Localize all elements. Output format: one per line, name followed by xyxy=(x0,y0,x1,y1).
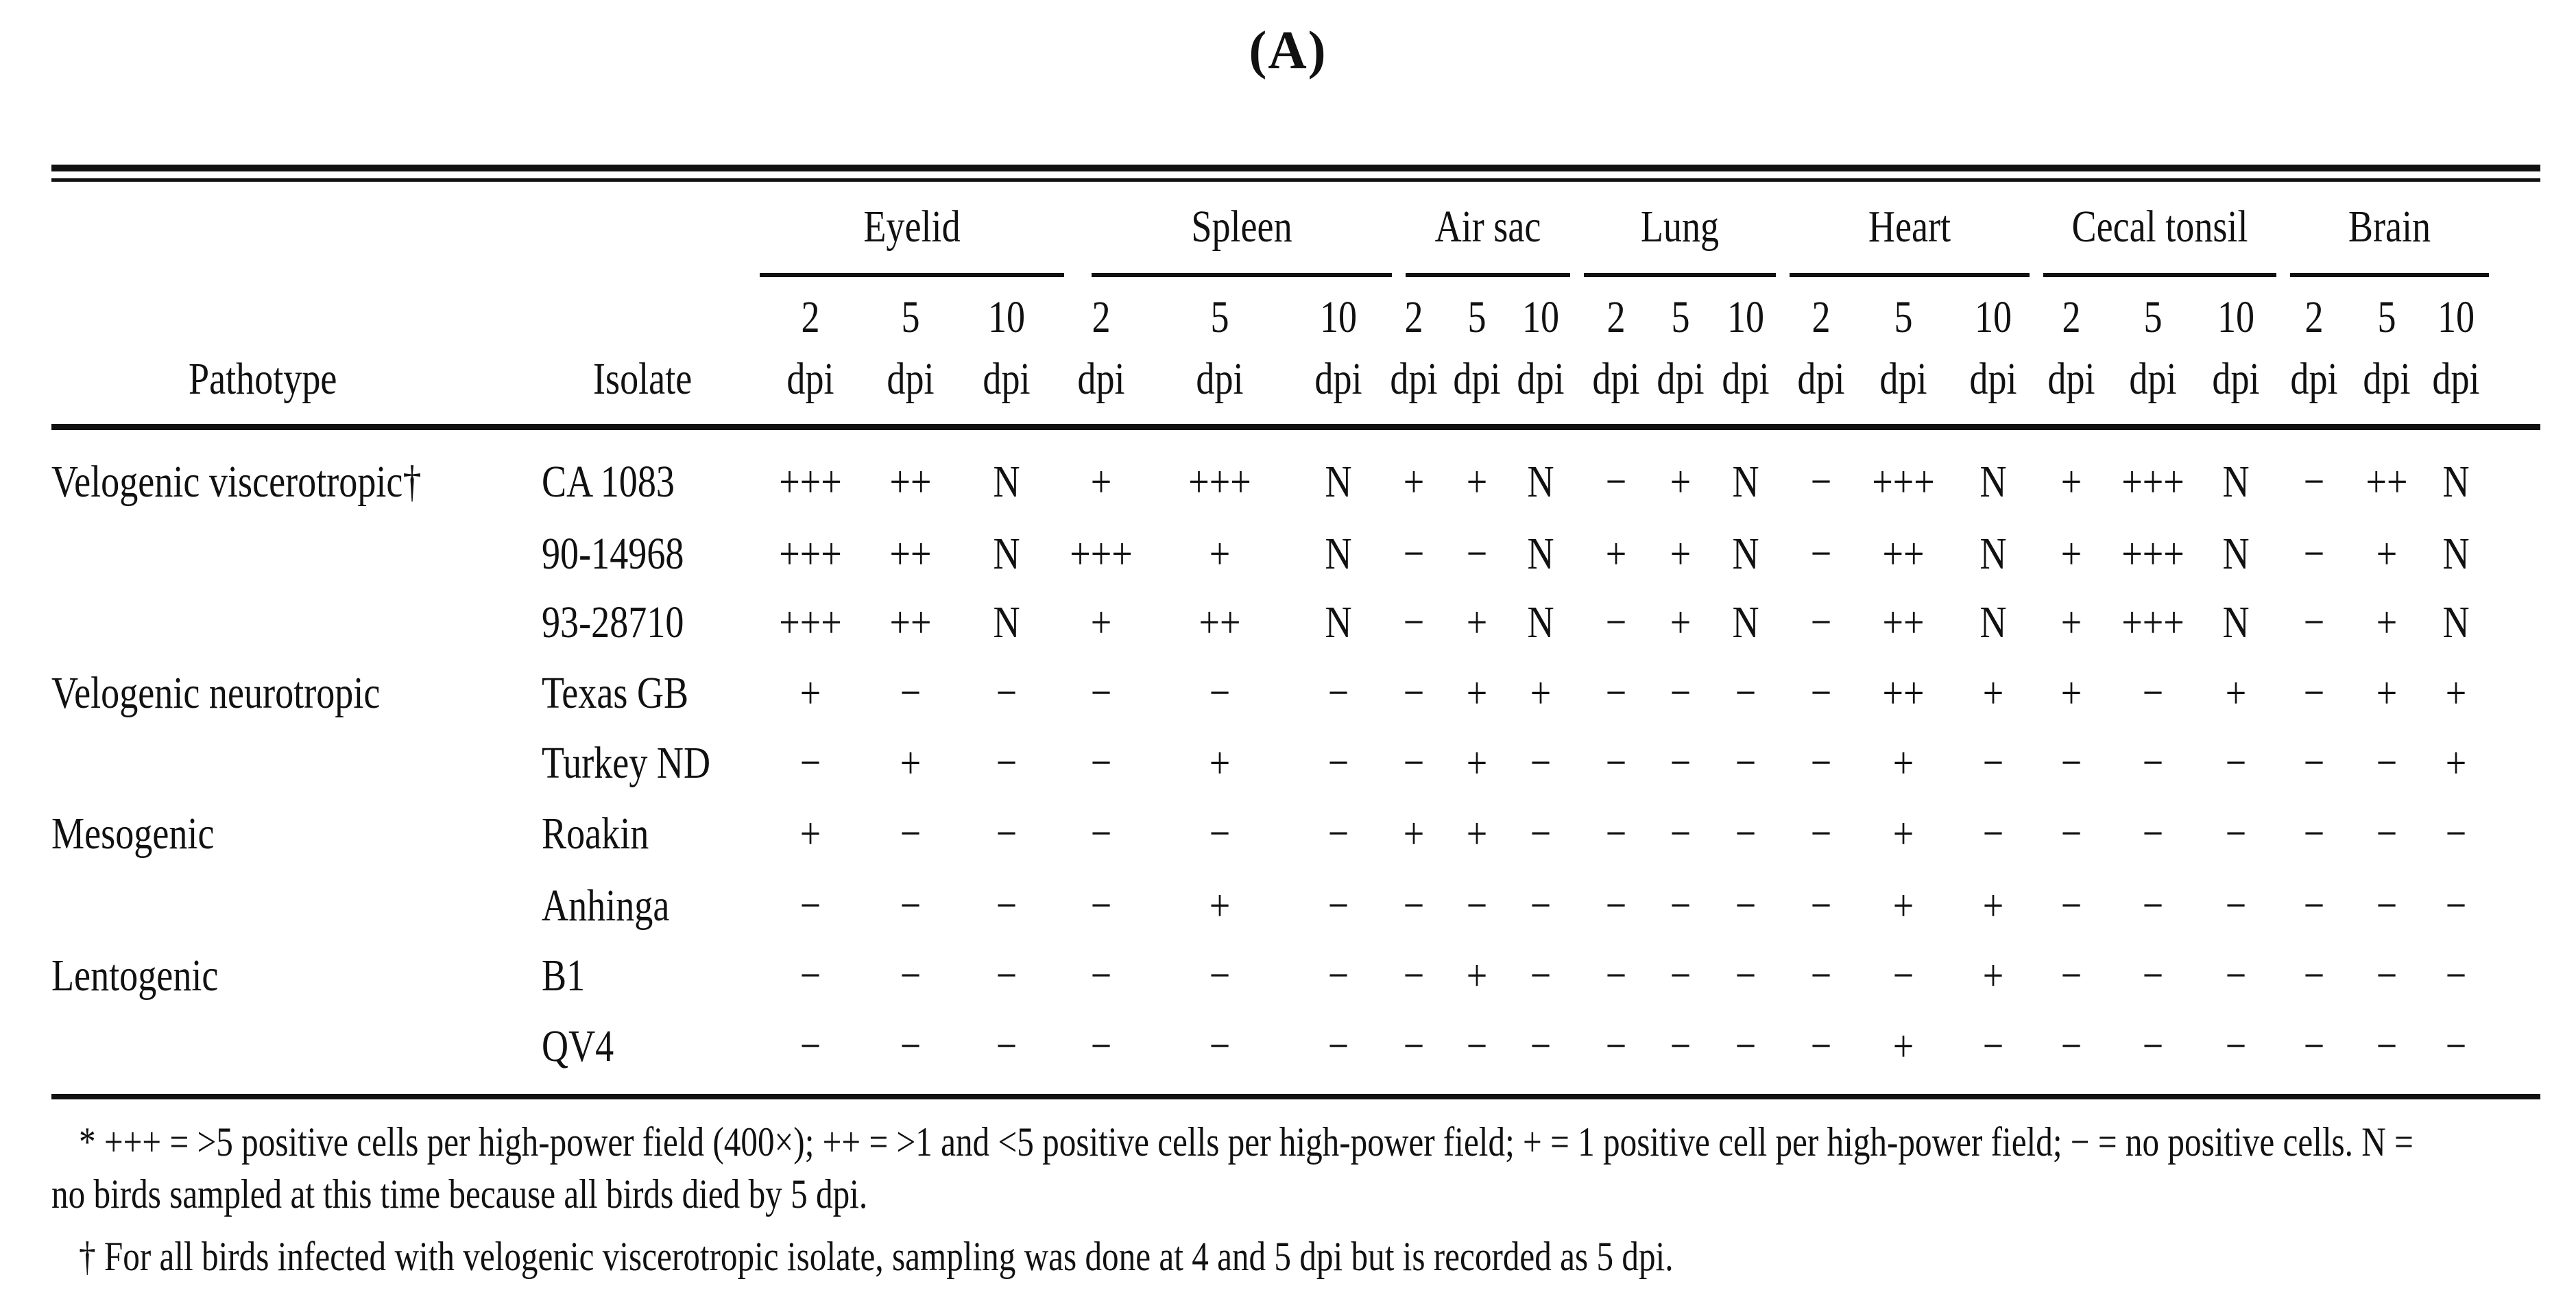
day-header: 10 xyxy=(1726,292,1765,342)
table-cell: − xyxy=(1327,809,1349,859)
day-header: 2 xyxy=(801,292,820,342)
group-header-cecal-tonsil: Cecal tonsil xyxy=(2071,202,2248,252)
table-cell: +++ xyxy=(2121,597,2184,647)
pathotype-label: Mesogenic xyxy=(51,809,215,859)
day-header: 5 xyxy=(1671,292,1690,342)
table-cell: − xyxy=(1466,1021,1488,1071)
table-cell: N xyxy=(2222,457,2250,507)
table-cell: + xyxy=(1892,881,1914,931)
footnote: † For all birds infected with velogenic viscerotropic isolate, sampling was done at 4 and 5 dpi but is recorded as 5 dpi. xyxy=(79,1234,1674,1279)
table-cell: − xyxy=(1735,668,1757,718)
isolate-name: Anhinga xyxy=(542,881,670,931)
table-cell: − xyxy=(1982,738,2004,788)
table-cell: + xyxy=(1892,1021,1914,1071)
table-cell: N xyxy=(993,529,1020,579)
table-cell: − xyxy=(1403,738,1425,788)
dpi-header: dpi xyxy=(2363,354,2411,404)
table-cell: − xyxy=(900,951,922,1001)
day-header: 5 xyxy=(1467,292,1486,342)
table-cell: + xyxy=(1982,881,2004,931)
results-table xyxy=(51,0,2540,1312)
day-header: 10 xyxy=(2437,292,2475,342)
table-cell: + xyxy=(1090,597,1112,647)
table-cell: +++ xyxy=(1872,457,1935,507)
dpi-header: dpi xyxy=(1797,354,1845,404)
day-header: 10 xyxy=(2217,292,2255,342)
dpi-header: dpi xyxy=(1453,354,1501,404)
dpi-header: dpi xyxy=(1969,354,2017,404)
table-cell: − xyxy=(2225,881,2247,931)
day-header: 5 xyxy=(1894,292,1913,342)
table-cell: − xyxy=(2303,1021,2325,1071)
group-header-spleen: Spleen xyxy=(1191,202,1292,252)
table-cell: + xyxy=(2376,597,2398,647)
table-cell: + xyxy=(2445,668,2467,718)
table-cell: + xyxy=(1892,738,1914,788)
table-cell: − xyxy=(2060,881,2082,931)
table-cell: − xyxy=(996,668,1018,718)
table-cell: N xyxy=(1325,597,1352,647)
pathotype-label: Lentogenic xyxy=(51,951,219,1001)
day-header: 5 xyxy=(2143,292,2163,342)
table-cell: N xyxy=(1325,529,1352,579)
table-cell: − xyxy=(996,881,1018,931)
table-cell: N xyxy=(1732,457,1759,507)
table-cell: N xyxy=(2442,457,2470,507)
table-cell: − xyxy=(2060,1021,2082,1071)
table-cell: N xyxy=(1732,597,1759,647)
table-cell: − xyxy=(2142,738,2164,788)
table-cell: − xyxy=(2060,738,2082,788)
dpi-header: dpi xyxy=(2290,354,2338,404)
table-cell: N xyxy=(1325,457,1352,507)
table-cell: − xyxy=(1209,1021,1231,1071)
group-underline xyxy=(1406,273,1570,277)
table-cell: + xyxy=(1670,597,1692,647)
table-cell: + xyxy=(1530,668,1552,718)
table-cell: − xyxy=(1530,809,1552,859)
table-cell: − xyxy=(1327,738,1349,788)
table-cell: − xyxy=(1810,529,1832,579)
table-cell: + xyxy=(2060,668,2082,718)
table-cell: N xyxy=(993,457,1020,507)
table-cell: − xyxy=(1670,738,1692,788)
table-cell: + xyxy=(1466,597,1488,647)
table-cell: +++ xyxy=(779,529,842,579)
table-cell: − xyxy=(2225,1021,2247,1071)
table-cell: + xyxy=(1403,457,1425,507)
table-cell: ++ xyxy=(1882,597,1925,647)
table-cell: + xyxy=(2376,668,2398,718)
table-cell: + xyxy=(1403,809,1425,859)
table-cell: − xyxy=(1735,738,1757,788)
table-cell: − xyxy=(1810,738,1832,788)
table-cell: − xyxy=(1810,951,1832,1001)
dpi-header: dpi xyxy=(1314,354,1362,404)
table-cell: − xyxy=(1605,809,1627,859)
table-cell: − xyxy=(1403,597,1425,647)
table-cell: + xyxy=(1670,529,1692,579)
table-cell: − xyxy=(1090,951,1112,1001)
table-cell: − xyxy=(2303,951,2325,1001)
group-underline xyxy=(760,273,1064,277)
group-underline xyxy=(2043,273,2276,277)
table-cell: − xyxy=(799,951,821,1001)
table-cell: − xyxy=(900,668,922,718)
table-cell: − xyxy=(1090,738,1112,788)
table-cell: − xyxy=(1530,738,1552,788)
dpi-header: dpi xyxy=(2047,354,2095,404)
dpi-header: dpi xyxy=(1657,354,1705,404)
table-cell: − xyxy=(1530,1021,1552,1071)
group-header-eyelid: Eyelid xyxy=(863,202,961,252)
table-cell: − xyxy=(2303,457,2325,507)
table-cell: + xyxy=(1466,951,1488,1001)
footnote: no birds sampled at this time because all birds died by 5 dpi. xyxy=(51,1171,868,1217)
table-cell: − xyxy=(1892,951,1914,1001)
table-cell: N xyxy=(993,597,1020,647)
table-cell: − xyxy=(2060,809,2082,859)
day-header: 5 xyxy=(1210,292,1229,342)
table-cell: + xyxy=(2060,457,2082,507)
table-cell: ++ xyxy=(1882,668,1925,718)
dpi-header: dpi xyxy=(983,354,1031,404)
dpi-header: dpi xyxy=(1592,354,1640,404)
table-cell: − xyxy=(1735,951,1757,1001)
table-cell: N xyxy=(1979,457,2007,507)
table-cell: − xyxy=(2142,809,2164,859)
table-cell: − xyxy=(1810,457,1832,507)
table-cell: − xyxy=(2225,738,2247,788)
isolate-name: CA 1083 xyxy=(542,457,675,507)
table-cell: − xyxy=(1327,951,1349,1001)
dpi-header: dpi xyxy=(1077,354,1125,404)
table-cell: − xyxy=(1209,951,1231,1001)
table-cell: + xyxy=(799,809,821,859)
table-cell: − xyxy=(1403,668,1425,718)
table-cell: + xyxy=(1982,951,2004,1001)
table-cell: N xyxy=(1732,529,1759,579)
table-cell: − xyxy=(1670,1021,1692,1071)
day-header: 10 xyxy=(987,292,1026,342)
table-cell: − xyxy=(1090,1021,1112,1071)
table-cell: − xyxy=(1670,881,1692,931)
table-cell: − xyxy=(1327,881,1349,931)
table-cell: − xyxy=(2445,1021,2467,1071)
table-cell: + xyxy=(1466,668,1488,718)
table-cell: − xyxy=(1466,529,1488,579)
table-cell: − xyxy=(1982,1021,2004,1071)
table-cell: − xyxy=(900,1021,922,1071)
table-cell: ++ xyxy=(2366,457,2408,507)
table-cell: − xyxy=(1209,809,1231,859)
day-header: 2 xyxy=(1606,292,1626,342)
table-cell: − xyxy=(1530,951,1552,1001)
table-cell: ++ xyxy=(1199,597,1241,647)
table-cell: − xyxy=(1090,668,1112,718)
table-cell: + xyxy=(1209,529,1231,579)
isolate-name: Texas GB xyxy=(542,668,689,718)
day-header: 2 xyxy=(2062,292,2081,342)
table-cell: + xyxy=(1466,457,1488,507)
table-cell: − xyxy=(2303,597,2325,647)
table-cell: + xyxy=(1670,457,1692,507)
table-cell: − xyxy=(1735,1021,1757,1071)
table-cell: − xyxy=(1810,597,1832,647)
table-cell: − xyxy=(1605,951,1627,1001)
table-cell: − xyxy=(1982,809,2004,859)
table-cell: − xyxy=(2376,951,2398,1001)
table-cell: + xyxy=(1982,668,2004,718)
dpi-header: dpi xyxy=(1517,354,1565,404)
table-cell: − xyxy=(1810,809,1832,859)
table-cell: ++ xyxy=(889,457,932,507)
table-cell: − xyxy=(799,881,821,931)
table-cell: +++ xyxy=(779,457,842,507)
table-cell: +++ xyxy=(1070,529,1133,579)
table-cell: − xyxy=(2303,809,2325,859)
table-cell: N xyxy=(1527,457,1554,507)
table-cell: − xyxy=(1810,668,1832,718)
table-cell: ++ xyxy=(1882,529,1925,579)
group-header-heart: Heart xyxy=(1868,202,1951,252)
table-cell: − xyxy=(1403,951,1425,1001)
day-header: 10 xyxy=(1974,292,2012,342)
table-cell: + xyxy=(1466,738,1488,788)
day-header: 2 xyxy=(1811,292,1831,342)
day-header: 10 xyxy=(1521,292,1560,342)
table-cell: − xyxy=(2376,738,2398,788)
table-cell: − xyxy=(996,951,1018,1001)
table-cell: − xyxy=(996,809,1018,859)
group-underline xyxy=(1584,273,1776,277)
day-header: 2 xyxy=(1404,292,1423,342)
dpi-header: dpi xyxy=(786,354,834,404)
table-cell: − xyxy=(900,881,922,931)
pathotype-label: Velogenic neurotropic xyxy=(51,668,381,718)
table-cell: − xyxy=(1403,1021,1425,1071)
table-cell: − xyxy=(2225,809,2247,859)
day-header: 10 xyxy=(1319,292,1358,342)
table-cell: + xyxy=(1892,809,1914,859)
table-cell: N xyxy=(1527,597,1554,647)
dpi-header: dpi xyxy=(887,354,935,404)
table-cell: − xyxy=(2445,809,2467,859)
table-cell: +++ xyxy=(1188,457,1251,507)
table-cell: +++ xyxy=(2121,529,2184,579)
table-cell: − xyxy=(2376,809,2398,859)
table-cell: − xyxy=(2225,951,2247,1001)
table-cell: − xyxy=(1090,881,1112,931)
table-cell: − xyxy=(2303,668,2325,718)
group-underline xyxy=(2290,273,2489,277)
table-cell: − xyxy=(1327,668,1349,718)
table-cell: − xyxy=(1670,951,1692,1001)
day-header: 5 xyxy=(901,292,920,342)
isolate-column-header: Isolate xyxy=(593,354,693,404)
table-cell: N xyxy=(2222,597,2250,647)
table-cell: − xyxy=(996,1021,1018,1071)
table-cell: − xyxy=(2303,738,2325,788)
table-cell: − xyxy=(1327,1021,1349,1071)
group-underline xyxy=(1092,273,1392,277)
table-cell: − xyxy=(900,809,922,859)
table-cell: + xyxy=(2060,597,2082,647)
table-cell: − xyxy=(2376,1021,2398,1071)
panel-label: (A) xyxy=(1249,20,1327,80)
table-cell: N xyxy=(1527,529,1554,579)
table-cell: − xyxy=(799,1021,821,1071)
footnote: * +++ = >5 positive cells per high-power field (400×); ++ = >1 and <5 positive cells per high-power field; + = 1 positive cell per high-power field; − = no positive cells. N = xyxy=(79,1119,2414,1165)
table-cell: − xyxy=(2303,529,2325,579)
isolate-name: Turkey ND xyxy=(542,738,711,788)
table-cell: +++ xyxy=(779,597,842,647)
isolate-name: B1 xyxy=(542,951,586,1001)
dpi-header: dpi xyxy=(1879,354,1927,404)
isolate-name: 93-28710 xyxy=(542,597,684,647)
table-cell: − xyxy=(2445,951,2467,1001)
table-cell: + xyxy=(1209,738,1231,788)
day-header: 2 xyxy=(2304,292,2324,342)
table-cell: − xyxy=(2142,951,2164,1001)
table-cell: N xyxy=(2222,529,2250,579)
dpi-header: dpi xyxy=(1390,354,1438,404)
table-cell: − xyxy=(1670,809,1692,859)
table-cell: − xyxy=(1605,457,1627,507)
dpi-header: dpi xyxy=(2212,354,2260,404)
group-header-air-sac: Air sac xyxy=(1434,202,1541,252)
table-cell: − xyxy=(2303,881,2325,931)
table-cell: ++ xyxy=(889,529,932,579)
table-cell: + xyxy=(2225,668,2247,718)
group-underline xyxy=(1790,273,2030,277)
table-cell: − xyxy=(1090,809,1112,859)
table-cell: + xyxy=(1466,809,1488,859)
isolate-name: 90-14968 xyxy=(542,529,684,579)
table-cell: + xyxy=(799,668,821,718)
table-cell: − xyxy=(1466,881,1488,931)
table-cell: + xyxy=(1605,529,1627,579)
table-cell: − xyxy=(1670,668,1692,718)
group-header-brain: Brain xyxy=(2348,202,2431,252)
table-cell: − xyxy=(1209,668,1231,718)
dpi-header: dpi xyxy=(2432,354,2480,404)
table-cell: N xyxy=(1979,597,2007,647)
table-cell: − xyxy=(799,738,821,788)
table-cell: − xyxy=(2142,668,2164,718)
table-cell: + xyxy=(2376,529,2398,579)
dpi-header: dpi xyxy=(2129,354,2177,404)
table-cell: +++ xyxy=(2121,457,2184,507)
table-cell: − xyxy=(1605,881,1627,931)
table-cell: − xyxy=(1530,881,1552,931)
table-cell: + xyxy=(1090,457,1112,507)
table-cell: − xyxy=(2376,881,2398,931)
isolate-name: QV4 xyxy=(542,1021,614,1071)
isolate-name: Roakin xyxy=(542,809,649,859)
dpi-header: dpi xyxy=(1722,354,1770,404)
table-cell: − xyxy=(1605,1021,1627,1071)
dpi-header: dpi xyxy=(1196,354,1244,404)
table-cell: − xyxy=(2142,881,2164,931)
table-cell: − xyxy=(1403,529,1425,579)
pathotype-label: Velogenic viscerotropic† xyxy=(51,457,422,507)
table-cell: + xyxy=(1209,881,1231,931)
table-cell: N xyxy=(2442,597,2470,647)
table-cell: − xyxy=(2142,1021,2164,1071)
day-header: 2 xyxy=(1092,292,1111,342)
table-cell: − xyxy=(1735,881,1757,931)
pathotype-column-header: Pathotype xyxy=(189,354,337,404)
table-cell: − xyxy=(1403,881,1425,931)
table-cell: − xyxy=(2060,951,2082,1001)
table-cell: + xyxy=(2060,529,2082,579)
table-cell: N xyxy=(2442,529,2470,579)
table-cell: − xyxy=(1605,738,1627,788)
table-cell: − xyxy=(1810,1021,1832,1071)
table-cell: − xyxy=(1605,668,1627,718)
table-cell: + xyxy=(900,738,922,788)
table-cell: − xyxy=(1735,809,1757,859)
table-cell: − xyxy=(996,738,1018,788)
day-header: 5 xyxy=(2377,292,2396,342)
table-cell: − xyxy=(1605,597,1627,647)
table-cell: − xyxy=(2445,881,2467,931)
table-cell: ++ xyxy=(889,597,932,647)
table-cell: + xyxy=(2445,738,2467,788)
group-header-lung: Lung xyxy=(1640,202,1720,252)
table-cell: − xyxy=(1810,881,1832,931)
table-cell: N xyxy=(1979,529,2007,579)
